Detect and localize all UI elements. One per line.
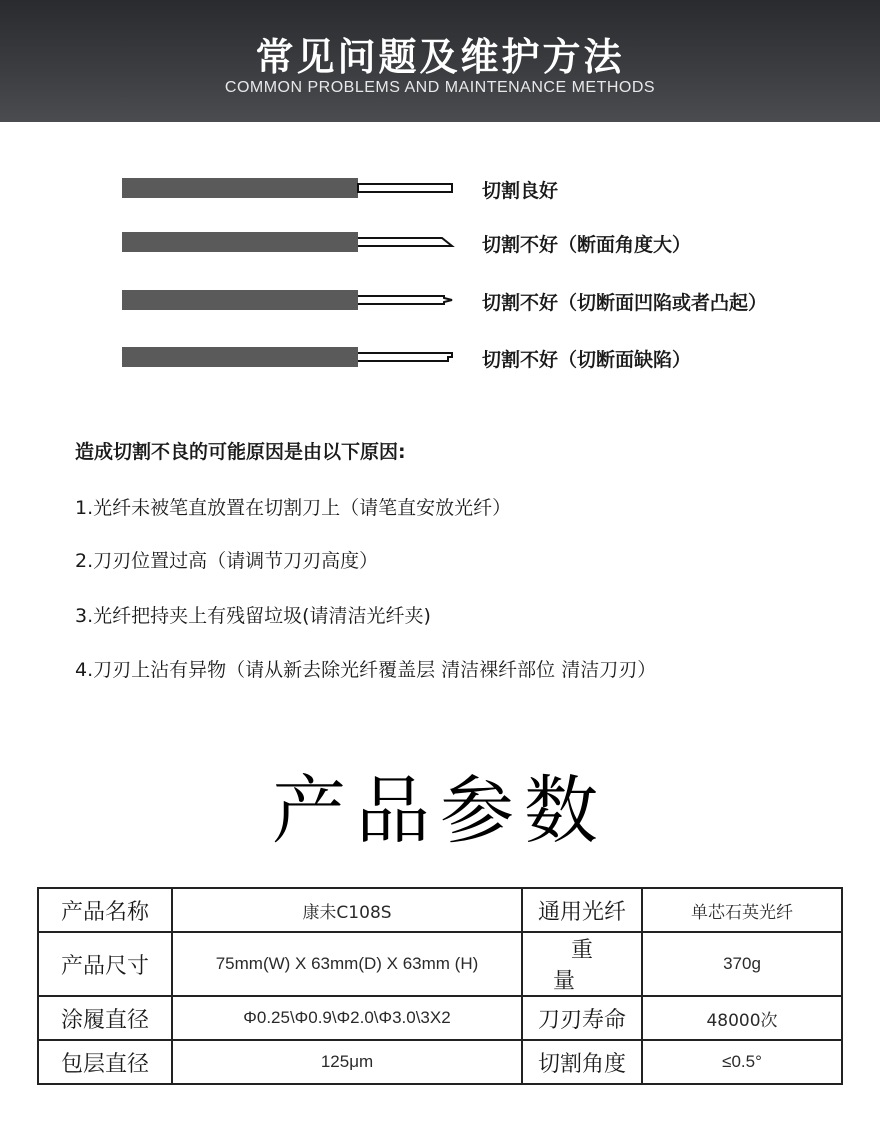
fiber-cut-protrusion-diagram — [122, 285, 462, 315]
cut-example-protrusion — [0, 285, 880, 315]
spec-value: Φ0.25\Φ0.9\Φ2.0\Φ3.0\3X2 — [172, 996, 522, 1040]
spec-value: 康未C108S — [172, 888, 522, 932]
spec-label: 通用光纤 — [522, 888, 642, 932]
spec-label: 切割角度 — [522, 1040, 642, 1084]
spec-label: 包层直径 — [38, 1040, 172, 1084]
cut-label: 切割良好 — [482, 180, 559, 202]
fiber-cut-angled-diagram — [122, 227, 462, 257]
spec-label: 产品尺寸 — [38, 932, 172, 996]
spec-value: 125μm — [172, 1040, 522, 1084]
spec-value: 单芯石英光纤 — [642, 888, 842, 932]
cut-label: 切割不好（断面角度大） — [482, 234, 692, 256]
cause-item-1: 1.光纤未被笔直放置在切割刀上（请笔直安放光纤） — [75, 497, 512, 519]
causes-heading: 造成切割不良的可能原因是由以下原因: — [75, 441, 406, 463]
spec-label-text: 重量 — [552, 938, 629, 994]
fiber-cut-defect-diagram — [122, 342, 462, 372]
spec-value: 370g — [642, 932, 842, 996]
header-title: 常见问题及维护方法 — [255, 35, 625, 79]
cause-item-4: 4.刀刃上沾有异物（请从新去除光纤覆盖层 清洁裸纤部位 清洁刀刃） — [75, 659, 657, 681]
header-subtitle: COMMON PROBLEMS AND MAINTENANCE METHODS — [224, 79, 656, 96]
cause-item-3: 3.光纤把持夹上有残留垃圾(请清洁光纤夹) — [75, 605, 431, 627]
cut-example-defect — [0, 342, 880, 372]
spec-value: ≤0.5° — [642, 1040, 842, 1084]
cut-example-good — [0, 173, 880, 203]
table-row — [38, 888, 842, 932]
spec-label: 产品名称 — [38, 888, 172, 932]
table-row — [38, 996, 842, 1040]
spec-value: 48000次 — [642, 996, 842, 1040]
cause-item-2: 2.刀刃位置过高（请调节刀刃高度） — [75, 550, 379, 572]
table-row — [38, 932, 842, 996]
spec-label: 刀刃寿命 — [522, 996, 642, 1040]
spec-table — [37, 887, 843, 1085]
table-row — [38, 1040, 842, 1084]
params-title: 产品参数 — [272, 768, 608, 854]
page-header — [0, 0, 880, 122]
cut-example-angled — [0, 227, 880, 257]
spec-label — [522, 932, 642, 996]
spec-value: 75mm(W) X 63mm(D) X 63mm (H) — [172, 932, 522, 996]
spec-label: 涂履直径 — [38, 996, 172, 1040]
cut-label: 切割不好（切断面缺陷） — [482, 349, 692, 371]
fiber-cut-flat-diagram — [122, 173, 462, 203]
cut-label: 切割不好（切断面凹陷或者凸起） — [482, 292, 768, 314]
